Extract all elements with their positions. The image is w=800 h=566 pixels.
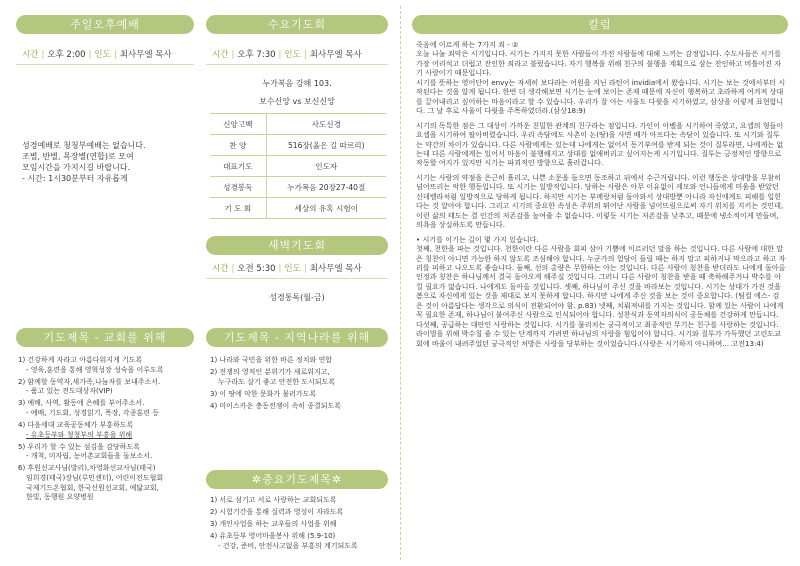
dawn-schedule: 시간 | 오전 5:30 | 인도 | 최사무엘 목사 [212, 264, 362, 274]
prayer-nation-list [210, 356, 390, 414]
order-of-worship-table [210, 113, 386, 219]
column-paragraph: 오늘 나눌 죄악은 시기입니다. 시기는 가지지 못한 사람들이 가진 사람들에 대해 느끼는 감정입니다. 수도사들은 시기를 가장 어리석고 더럽고 잔인한 죄라고 불렀습니다. 자기 행복을 위해 친구의 불행을 계획으로 삼는 잔인하고 비틀어진 자기 사랑이기 때문입니다. [416, 49, 781, 78]
column-header: 칼럼 [412, 15, 788, 34]
sunday-notice: 성경예배로 청청부예배는 없습니다. 조별, 반별, 목장별(연합)로 모여 모임시간을 가지시길 바랍니다. - 시간: 1시30분부터 자유롭게 [22, 141, 146, 183]
column-paragraph: 시기는 사람의 약점을 은근히 흘리고, 나쁜 소문을 들으면 동조하고 뒤에서 수근거립니다. 이런 행동은 상대방을 무참히 넘어뜨리는 악한 행동입니다. 또 시기는 일방적입니다. 당하는 사람은 아무 이유없이 게모와 언니들에게 미움을 받았던 신데렐라처럼 일방적으로 당하게 됩니다. 하지만 시기는 부메랑처럼 돌아와서 상대방뿐 아니라 자신에게도 피해를 입힌다는 것 알아야 합니다. 그리고 시기의 중요한 속성은 주위의 뛰어난 사람을 넘어뜨림으로써 자기 위치를 지키는 것인데, 이런 삶의 태도는 결 인간의 저존감을 높여줄 수 없습니다. 이렇듯 시기는 저존감을 낮추고, 때문에 냉소적이게 만들며, 의욕을 상실하도록 만듭니다. [416, 172, 784, 230]
sunday-schedule: 시간 | 오후 2:00 | 인도 | 최사무엘 목사 [22, 50, 172, 60]
list-item: 4) 다음세대 교육공동체가 부흥하도록 - 유초등부와 청청부의 부흥을 위해 [18, 421, 134, 439]
list-item: 1) 나라와 국민을 위한 바른 정치와 연합 [210, 356, 332, 364]
column-paragraph: 첫째, 천한을 파는 것입니다. 천한이란 다른 사람을 회피 삼아 기쁨에 이르러던 말을 하는 것입니다. 다른 사람에 대한 말은 칭찬이 아니면 가능한 하지 않도록 조심해야 합니다. 누군가의 험담이 들릴 때는 하지 말고 피하거나 막으라고 하고 자리를 피하고 나오도록 좋습니다. 둘째, 선의 총량은 무한하는 아는 것입니다. 다른 사람이 칭찬을 받더라도 나에게 돌아올 인정과 칭찬은 하나님께서 결국 돌아오게 해주실 것입니다. 그러니 다른 사람이 칭찬을 받을 때 축하해주거나 박수를 아낄 필요가 없습니다. 나에게도 돌아올 것입니다. 셋째, 하나님이 주신 것을 바라보는 것입니다. 시기는 상대가 가진 것을 봄으로 자신에게 있는 것을 제대로 보지 못하게 합니다. 하지만 나에게 주신 것을 보는 것이 중요합니다. (팀컬 에스- 검은 것이 아름답다는 생각으로 의식이 전환되어야 함. p.83) 넷째, 치뤄져내를 가지는 것입니다. 함께 있는 사람이 나에게 꼭 필요한 존재, 하나님이 붙여주신 사람으로 인식되어야 합니다. 성찬식과 동역자의식이 공동체를 건강하게 만듭니다. 다섯째, 공급하는 대안인 사랑하는 것입니다. 시기를 물리치는 궁극적이고 최종적인 무기는 친구를 사랑하는 것입니다. 라이벌을 위해 박수칠 줄 수 있는 단계까지 가려면 하나님의 사랑을 힘입어야 합니다. 시기와 질투가 가득했던 고린도교회에 바울이 내려주었던 궁극적인 처방은 사랑을 당부하는 것이었습니다.(사랑은 시기하지 아니하며... 고전13:4) [416, 244, 786, 348]
wednesday-prayer-header: 수요기도회 [206, 15, 388, 34]
table-row [210, 114, 386, 135]
table-row [210, 135, 386, 156]
list-item: 3) 예배, 사역, 활동에 은혜를 부어주소서. - 예배, 기도회, 성경읽기, 목장, 각종훈련 등 [18, 399, 159, 417]
list-item: 3) 개인사업을 하는 교우들의 사업을 위해 [210, 520, 337, 529]
list-item: 5) 우리가 할 수 있는 섬김을 감당하도록 - 개척, 미자립, 농어촌교회들을 돌보소서. [18, 442, 153, 461]
list-item: 1) 서로 섬기고 서로 사랑하는 교회되도록 [210, 496, 337, 504]
time-value: 오전 5:30 [237, 264, 276, 274]
row-label: 신앙고백 [210, 114, 266, 135]
prayer-nation-header: 기도제목 - 지역나라를 위해 [206, 328, 388, 347]
row-label: 찬 양 [210, 135, 266, 156]
row-label: 기 도 회 [210, 198, 266, 219]
row-value: 세상의 유혹 시험이 [266, 198, 386, 219]
dawn-prayer-header: 새벽기도회 [206, 236, 388, 255]
list-item: 4) 유초등부 영어마을봉사 위해 (5.9-10) - 건강, 준비, 안전사고없을 부흥의 계기되도록 [210, 532, 358, 550]
sermon-title: 누가복음 강해 103. [262, 79, 332, 88]
list-item: 3) 이 땅에 악한 문화가 물러가도록 [210, 389, 317, 398]
lead-value: 최사무엘 목사 [309, 264, 362, 274]
star-icon: ✲ [251, 473, 263, 486]
row-value: 사도신경 [266, 114, 386, 135]
prayer-important-header: ✲중요기도제목✲ [206, 470, 388, 489]
list-item: 2) 전쟁의 영적인 분위기가 새로워지고, 누구라도 살기 좋고 안전한 도시되도록 [210, 368, 336, 386]
prayer-church-list [18, 356, 200, 505]
sunday-service-header: 주일오후예배 [16, 15, 194, 34]
row-label: 성경봉독 [210, 177, 266, 198]
list-item: 1) 건강하게 자라고 아름다워지게 기도록 - 영육,훈련을 통해 영혁성장 성숙을 이루도록 [18, 356, 164, 374]
lead-value: 최사무엘 목사 [119, 50, 172, 60]
lead-label: 인도 [94, 50, 111, 60]
time-label: 시간 [212, 264, 229, 274]
time-value: 오후 2:00 [47, 50, 86, 60]
column-paragraph: 시기의 독특한 점은 그 대상이 가까운 친밀한 관계의 친구라는 점입니다. 가인이 아벨을 시기하여 죽였고, 요셉의 형들이 요셉을 시기하여 팔아버렸습니다. 우리 속담에도 사촌이 논(땅)을 사면 배가 아프다는 속담이 있습니다. 또 시기와 질투는 약간의 차이가 있습니다. 다른 사람에게는 있는데 나에게는 없어서 동기부여를 받게 되는 것이 질투라면, 나에게는 없는데 다른 사람에게는 있어서 마음이 불행해지고 상대를 없애버리고 싶어지는게 시기입니다. 질투는 긍정적인 방향으로 작동할 여지가 있지만 시기는 파괴적인 방향으로 흘러갑니다. [416, 120, 784, 168]
table-row [210, 198, 386, 219]
row-value: 인도자 [266, 156, 386, 177]
list-item: 4) 미이스카운 충동전쟁이 속히 종결되도록 [210, 401, 342, 410]
column-paragraph: 시기를 뜻하는 영어단어 envy는 자세히 보다라는 어원을 지닌 라틴어 invidia에서 왔습니다. 시기는 보는 것에서부터 시작된다는 것을 알게 됩니다. 한번 더 생각해보면 시기는 눈에 보이는 존재 때문에 자신이 행복하고 초라하게 여겨져 상대를 끌어내리고 싶어하는 마음이라고 할 수 있습니다. 우리가 잘 아는 사울도 다윗을 시기하였고, 삼상을 이렇게 표현합니다. 그 날 후로 사울이 다윗을 주목하였더라.(삼상18:9) [416, 77, 786, 116]
row-label: 대표기도 [210, 156, 266, 177]
list-item: 2) 시험기간을 통해 실력과 영성이 자라도록 [210, 508, 344, 517]
table-row [210, 177, 386, 198]
dawn-reading: 성경통독(월-금) [269, 293, 325, 302]
wednesday-schedule: 시간 | 오후 7:30 | 인도 | 최사무엘 목사 [212, 50, 362, 60]
column-paragraph: • 시기를 이기는 길이 몇 가지 있습니다. [416, 234, 539, 244]
lead-label: 인도 [284, 50, 301, 60]
column-body [416, 40, 786, 560]
prayer-important-list [210, 496, 390, 554]
prayer-church-header: 기도제목 - 교회를 위해 [16, 328, 194, 347]
column-paragraph: 죽음에 이르게 하는 7가지 죄 - ② [416, 40, 519, 49]
lead-label: 인도 [284, 264, 301, 274]
time-value: 오후 7:30 [237, 50, 276, 60]
star-icon: ✲ [331, 473, 343, 486]
list-item: 2) 함께할 동역자,새가족,나눔자를 보내주소서. - 품고 있는 전도대상자(VIP) [18, 377, 161, 396]
time-label: 시간 [212, 50, 229, 60]
table-row [210, 156, 386, 177]
list-item: 6) 후원선교사님(발리),차영화선교사님(태국) 임희경(태국)장님(루민센터), 어린이전도협회 국제기드온협회, 한국선원선교회, 예닮교회, 한빛, 동행원 요양병원 [18, 464, 164, 502]
row-value: 516장(옳은 길 따르리) [266, 135, 386, 156]
row-value: 누가복음 20장27-40절 [266, 177, 386, 198]
time-label: 시간 [22, 50, 39, 60]
lead-value: 최사무엘 목사 [309, 50, 362, 60]
sermon-subtitle: 보수신앙 vs 보신신앙 [259, 97, 335, 106]
